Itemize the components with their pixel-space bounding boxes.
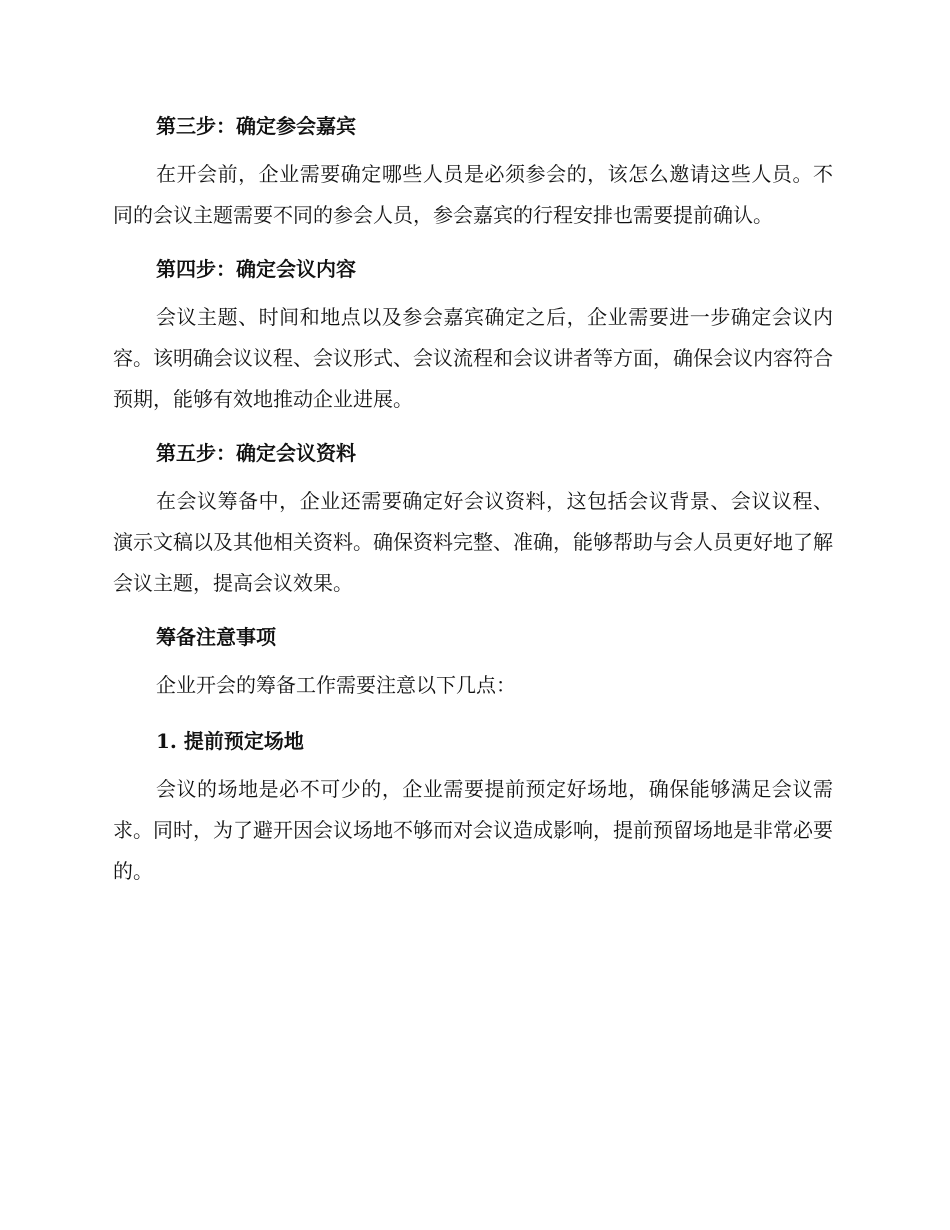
section-paragraph-step-five: 在会议筹备中，企业还需要确定好会议资料，这包括会议背景、会议议程、演示文稿以及其他相关资料。确保资料完整、准确，能够帮助与会人员更好地了解会议主题，提高会议效果。	[113, 489, 833, 595]
section-paragraph-step-four: 会议主题、时间和地点以及参会嘉宾确定之后，企业需要进一步确定会议内容。该明确会议议程、会议形式、会议流程和会议讲者等方面，确保会议内容符合预期，能够有效地推动企业进展。	[113, 305, 833, 411]
section-paragraph-book-venue: 会议的场地是必不可少的，企业需要提前预定好场地，确保能够满足会议需求。同时，为了避开因会议场地不够而对会议造成影响，提前预留场地是非常必要的。	[113, 777, 833, 883]
section-paragraph-notes: 企业开会的筹备工作需要注意以下几点：	[156, 673, 516, 697]
document-body	[113, 111, 833, 910]
section-heading-notes: 筹备注意事项	[156, 625, 276, 649]
section-paragraph-step-three: 在开会前，企业需要确定哪些人员是必须参会的，该怎么邀请这些人员。不同的会议主题需要不同的参会人员，参会嘉宾的行程安排也需要提前确认。	[113, 162, 833, 227]
section-heading-step-five: 第五步：确定会议资料	[156, 441, 356, 465]
section-heading-step-three: 第三步：确定参会嘉宾	[156, 114, 356, 138]
section-heading-book-venue: 1. 提前预定场地	[156, 729, 304, 753]
section-heading-step-four: 第四步：确定会议内容	[156, 257, 356, 281]
